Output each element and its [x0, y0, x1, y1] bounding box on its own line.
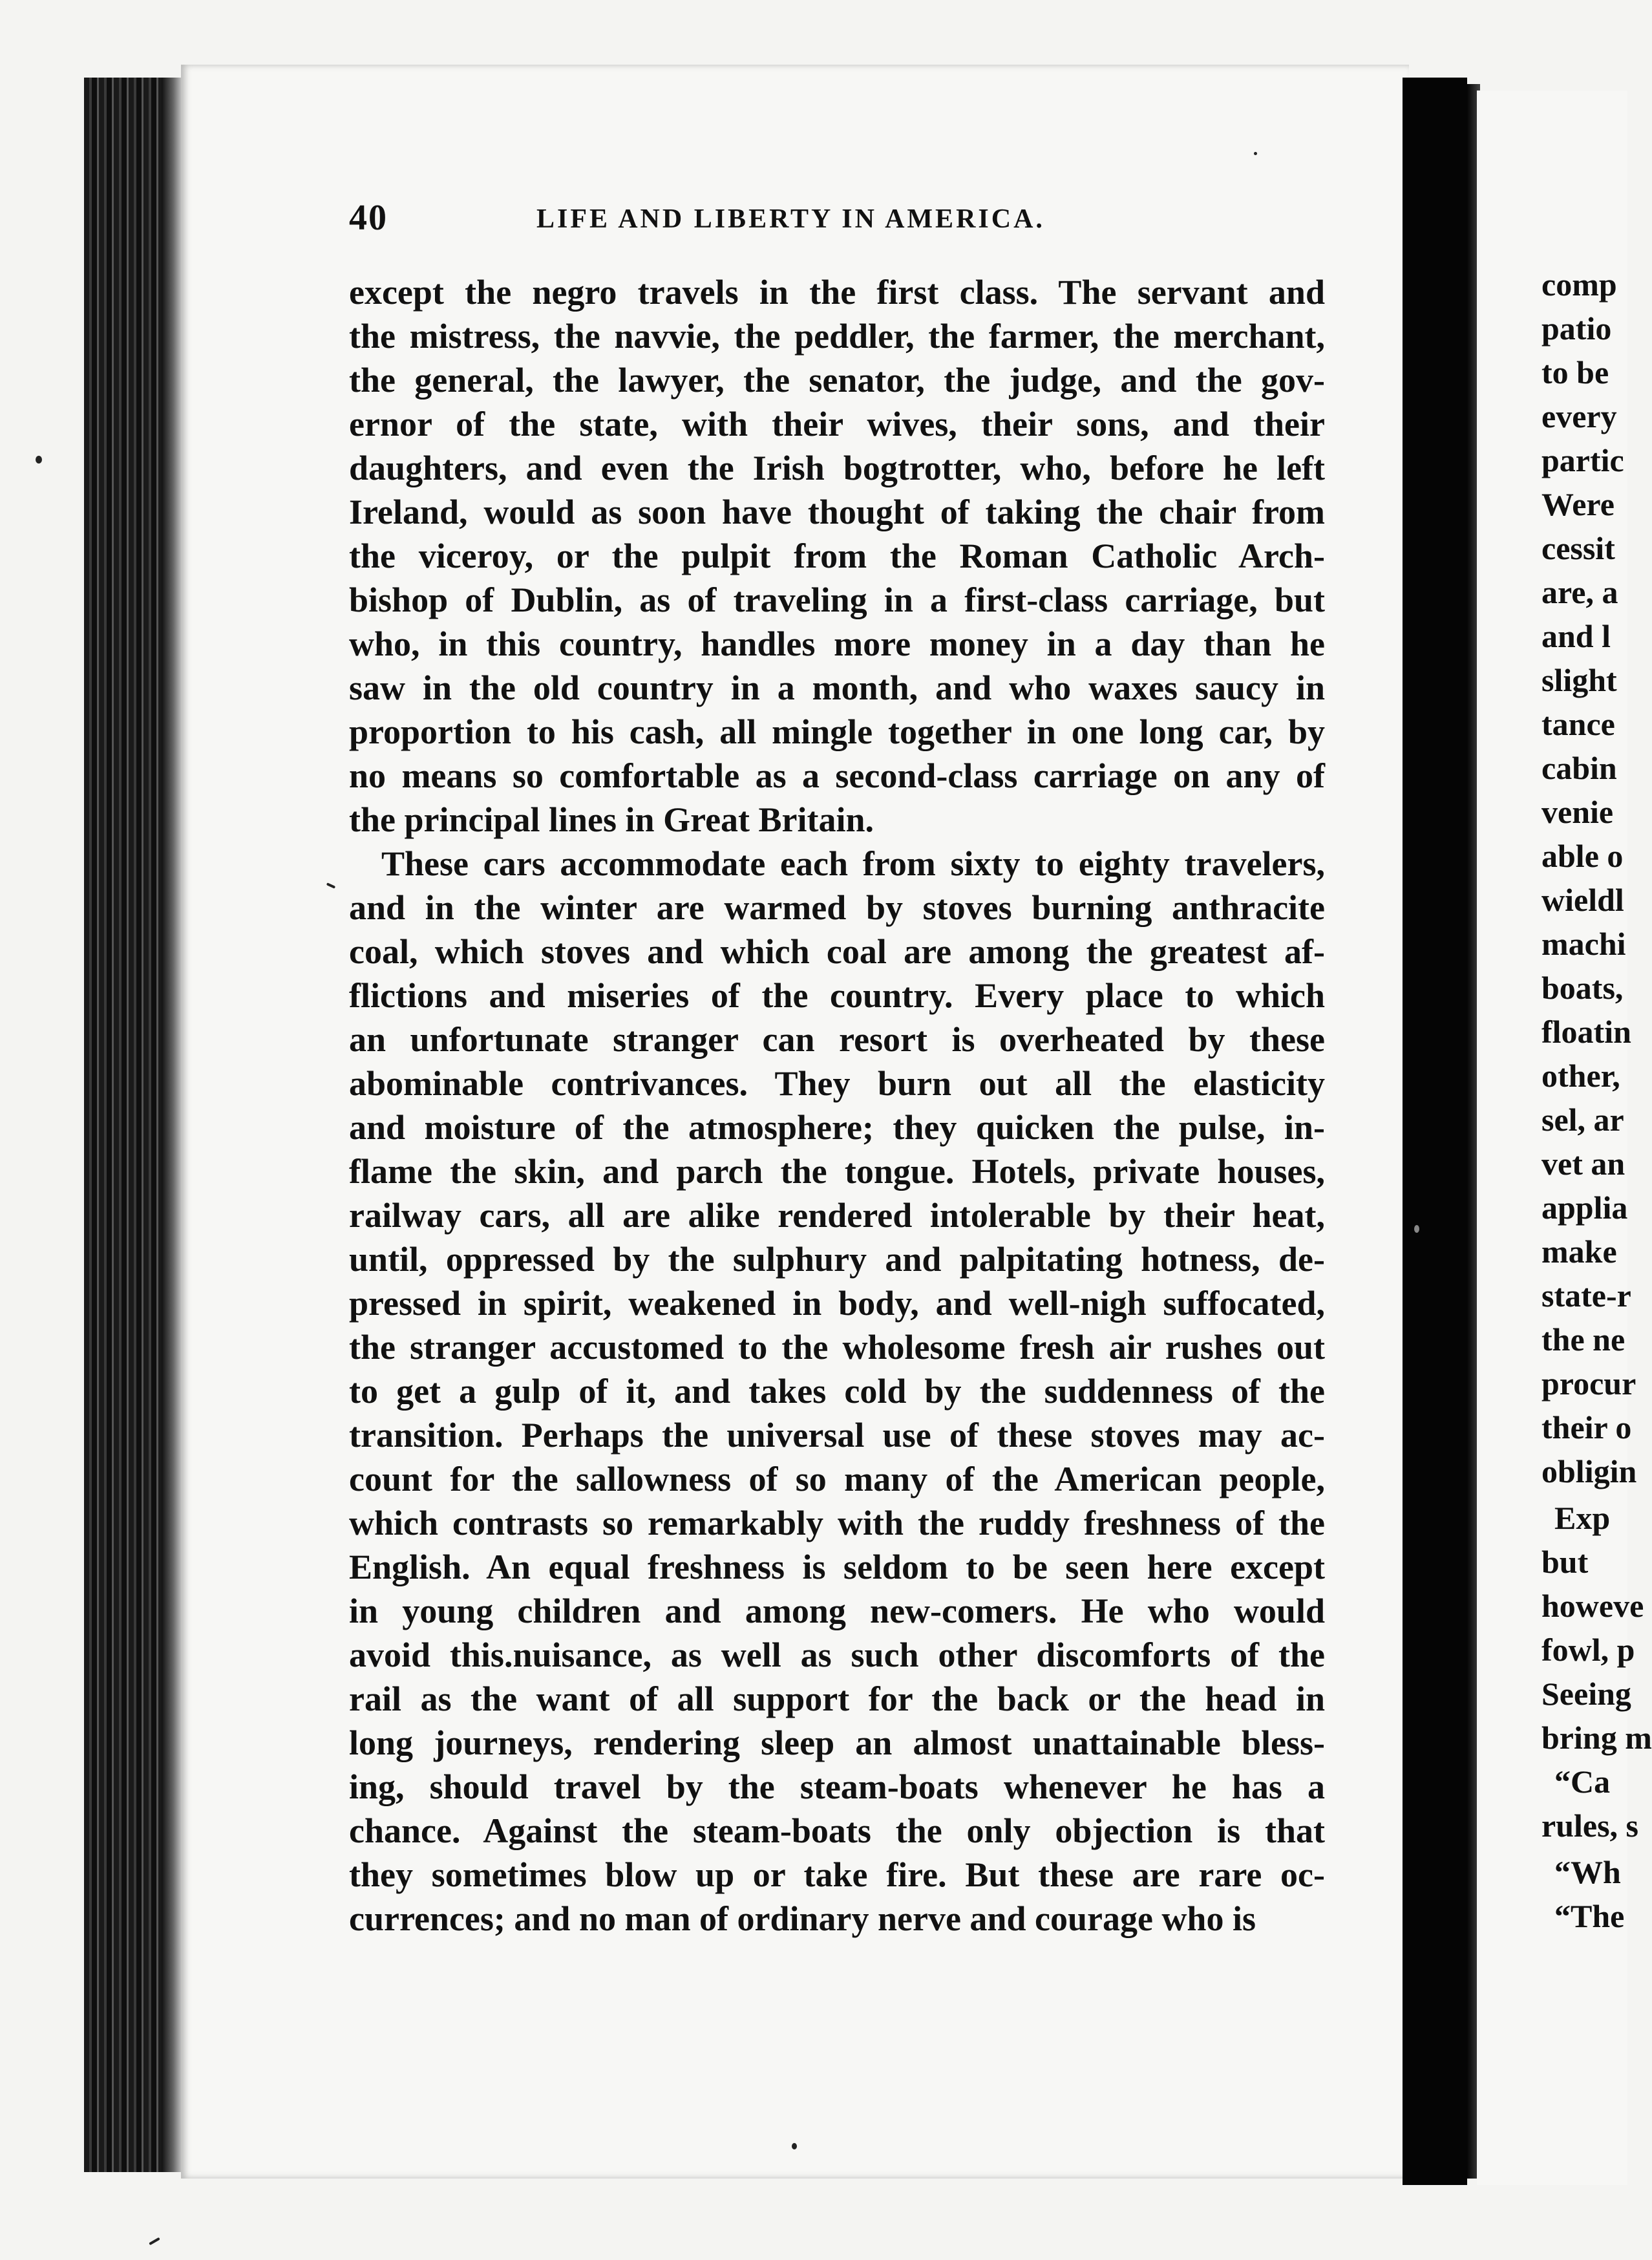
- facing-page-line: partic: [1541, 442, 1624, 478]
- text-line: the principal lines in Great Britain.: [349, 800, 874, 839]
- facing-page-line: make: [1541, 1233, 1617, 1270]
- body-text: [349, 270, 1325, 1941]
- facing-page-line: “The: [1554, 1898, 1625, 1934]
- facing-page-line: rules, s: [1541, 1807, 1638, 1844]
- facing-page-line: their o: [1541, 1409, 1632, 1445]
- facing-page-line: applia: [1541, 1189, 1628, 1226]
- facing-page-line: every: [1541, 398, 1617, 434]
- scan-speck: [149, 2237, 160, 2245]
- facing-page-line: but: [1541, 1544, 1589, 1580]
- text-line: and in the winter are warmed by stoves burning anthracite: [349, 888, 1325, 927]
- facing-page-line: wieldl: [1541, 882, 1624, 918]
- facing-page-line: able o: [1541, 838, 1624, 874]
- text-line: the general, the lawyer, the senator, the judge, and the gov-: [349, 361, 1325, 400]
- facing-page-line: other,: [1541, 1058, 1620, 1094]
- text-line: bishop of Dublin, as of traveling in a first-class carriage, but: [349, 581, 1325, 619]
- facing-page-line: procur: [1541, 1365, 1636, 1402]
- text-line: proportion to his cash, all mingle together in one long car, by: [349, 712, 1325, 751]
- facing-page-line: state-r: [1541, 1277, 1631, 1314]
- facing-page-line: “Wh: [1554, 1854, 1621, 1890]
- text-line: which contrasts so remarkably with the ruddy freshness of the: [349, 1504, 1325, 1542]
- facing-page-line: machi: [1541, 926, 1626, 962]
- scan-speck: [36, 456, 42, 464]
- running-head: LIFE AND LIBERTY IN AMERICA.: [536, 204, 1045, 234]
- facing-page-line: are, a: [1541, 574, 1618, 610]
- facing-page-line: to be: [1541, 354, 1609, 390]
- scan-speck: [1254, 152, 1257, 155]
- scan-speck: [792, 2143, 797, 2149]
- facing-page-line: bring m: [1541, 1720, 1652, 1756]
- text-line: rail as the want of all support for the back or the head in: [349, 1679, 1325, 1718]
- facing-page-line: sel, ar: [1541, 1102, 1624, 1138]
- text-line: saw in the old country in a month, and who waxes saucy in: [349, 668, 1325, 707]
- facing-page-line: Exp: [1554, 1500, 1611, 1536]
- text-line: an unfortunate stranger can resort is overheated by these: [349, 1020, 1325, 1059]
- facing-page-line: fowl, p: [1541, 1632, 1635, 1668]
- text-line: abominable contrivances. They burn out all the elasticity: [349, 1064, 1325, 1103]
- text-line: flame the skin, and parch the tongue. Hotels, private houses,: [349, 1152, 1325, 1191]
- page-number: 40: [349, 198, 388, 238]
- text-line: avoid this.nuisance, as well as such other discomforts of the: [349, 1636, 1325, 1674]
- text-line: ing, should travel by the steam-boats whenever he has a: [349, 1767, 1325, 1806]
- facing-page-line: vet an: [1541, 1146, 1626, 1182]
- facing-page-line: howeve: [1541, 1588, 1644, 1624]
- text-line: long journeys, rendering sleep an almost unattainable bless-: [349, 1723, 1325, 1762]
- text-line: These cars accommodate each from sixty to eighty travelers,: [381, 844, 1325, 883]
- text-line: the stranger accustomed to the wholesome fresh air rushes out: [349, 1328, 1325, 1367]
- text-line: coal, which stoves and which coal are among the greatest af-: [349, 932, 1325, 971]
- facing-page-line: venie: [1541, 794, 1614, 830]
- facing-page-line: tance: [1541, 706, 1615, 742]
- text-line: they sometimes blow up or take fire. But these are rare oc-: [349, 1855, 1325, 1894]
- text-line: transition. Perhaps the universal use of these stoves may ac-: [349, 1416, 1325, 1455]
- facing-page-line: obligin: [1541, 1453, 1637, 1489]
- text-line: chance. Against the steam-boats the only objection is that: [349, 1811, 1325, 1850]
- facing-page-line: comp: [1541, 266, 1617, 303]
- text-line: to get a gulp of it, and takes cold by the suddenness of the: [349, 1372, 1325, 1411]
- text-line: the viceroy, or the pulpit from the Roman Catholic Arch-: [349, 537, 1325, 575]
- text-line: flictions and miseries of the country. Every place to which: [349, 976, 1325, 1015]
- binding-edge: [162, 78, 181, 2172]
- text-line: in young children and among new-comers. He who would: [349, 1592, 1325, 1630]
- text-line: the mistress, the navvie, the peddler, the farmer, the merchant,: [349, 317, 1325, 356]
- facing-page-line: “Ca: [1554, 1764, 1611, 1800]
- facing-page-line: floatin: [1541, 1014, 1631, 1050]
- text-line: English. An equal freshness is seldom to be seen here except: [349, 1548, 1325, 1586]
- facing-page-line: cessit: [1541, 530, 1615, 566]
- scan-speck: [1414, 1225, 1419, 1233]
- text-line: Ireland, would as soon have thought of taking the chair from: [349, 493, 1325, 531]
- text-line: and moisture of the atmosphere; they quicken the pulse, in-: [349, 1108, 1325, 1147]
- text-line: until, oppressed by the sulphury and palpitating hotness, de-: [349, 1240, 1325, 1279]
- text-line: count for the sallowness of so many of the American people,: [349, 1460, 1325, 1498]
- text-line: currences; and no man of ordinary nerve and courage who is: [349, 1899, 1256, 1938]
- text-line: pressed in spirit, weakened in body, and well-nigh suffocated,: [349, 1284, 1325, 1323]
- facing-page-line: Were: [1541, 486, 1615, 522]
- facing-page-line: patio: [1541, 310, 1612, 346]
- text-line: railway cars, all are alike rendered intolerable by their heat,: [349, 1196, 1325, 1235]
- page-gutter: [1403, 78, 1467, 2185]
- text-line: no means so comfortable as a second-class carriage on any of: [349, 756, 1325, 795]
- facing-page-fragment: [1477, 91, 1652, 2185]
- text-line: ernor of the state, with their wives, their sons, and their: [349, 405, 1325, 443]
- facing-page-line: Seeing: [1541, 1676, 1631, 1712]
- facing-page-line: slight: [1541, 662, 1617, 698]
- facing-page-line: the ne: [1541, 1321, 1626, 1358]
- facing-page-line: and l: [1541, 618, 1611, 654]
- text-line: except the negro travels in the first class. The servant and: [349, 273, 1325, 312]
- text-line: daughters, and even the Irish bogtrotter, who, before he left: [349, 449, 1325, 487]
- facing-page-line: boats,: [1541, 970, 1624, 1006]
- facing-page-line: cabin: [1541, 750, 1617, 786]
- text-line: who, in this country, handles more money in a day than he: [349, 624, 1325, 663]
